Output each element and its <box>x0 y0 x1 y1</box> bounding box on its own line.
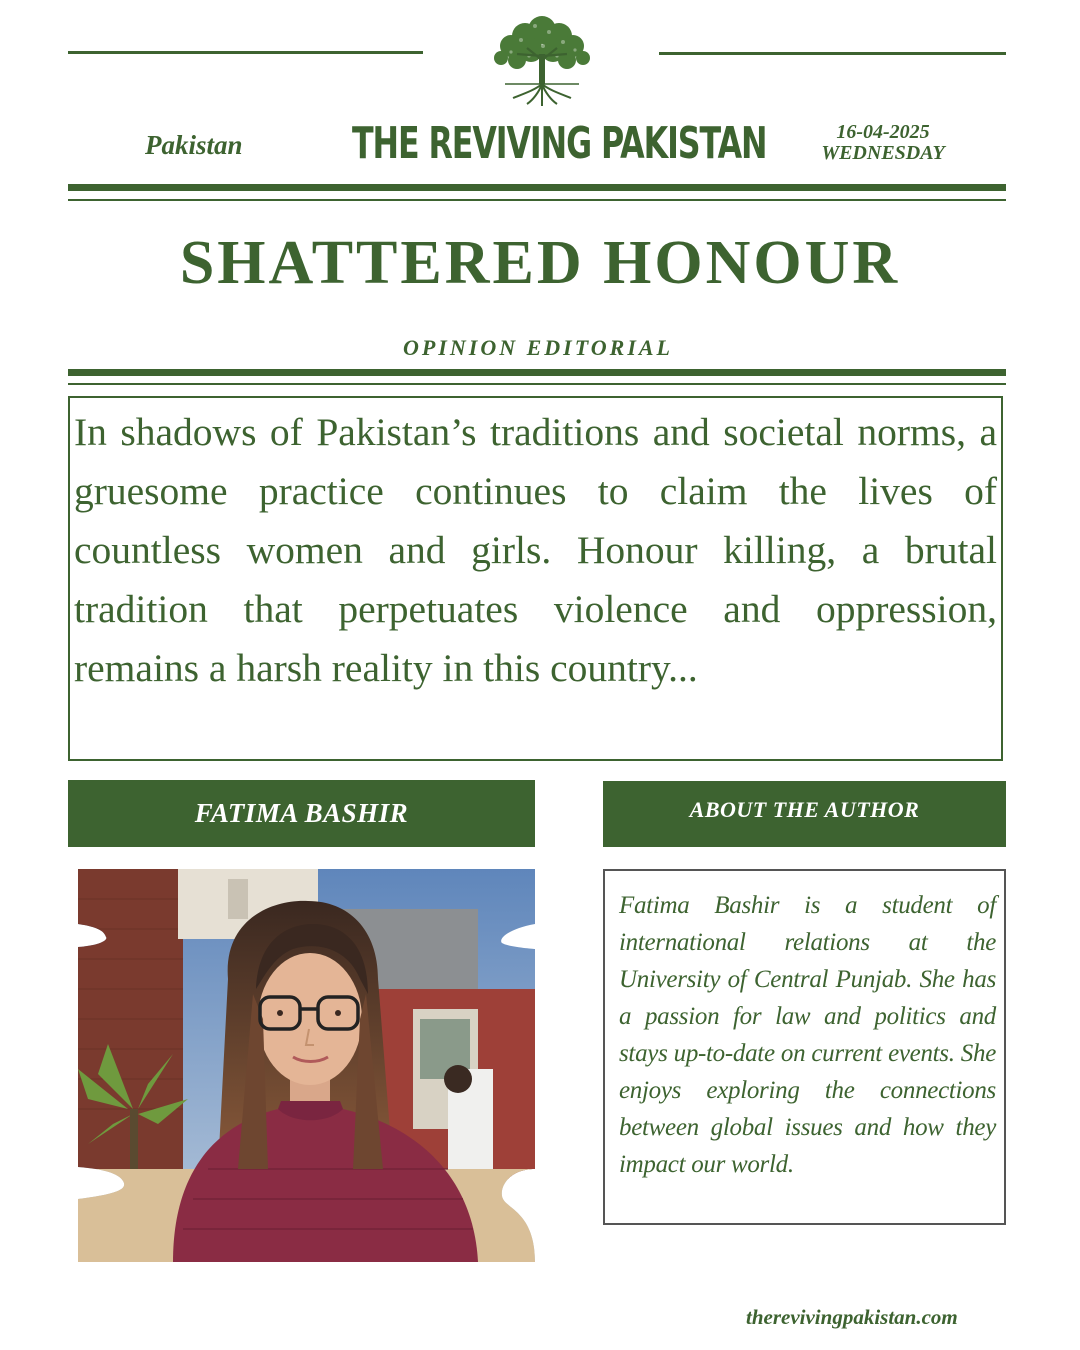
header-rule-left <box>68 51 423 54</box>
author-photo <box>78 869 535 1262</box>
masthead-date: 16-04-2025 <box>836 121 930 143</box>
article-lede: In shadows of Pakistan’s traditions and societal norms, a gruesome practice continues to claim the lives of countless women and girls. Honour killing, a brutal tradition that perpetuates violence and oppression, remains a harsh reality in this country... <box>74 410 997 690</box>
masthead-rule-thin <box>68 199 1006 201</box>
masthead-location: Pakistan <box>145 130 243 160</box>
lede-box <box>68 396 1003 761</box>
footer-website-link[interactable]: therevivingpakistan.com <box>746 1305 958 1329</box>
masthead-weekday: WEDNESDAY <box>821 142 945 164</box>
about-author-bar <box>603 781 1006 847</box>
author-bio: Fatima Bashir is a student of international relations at the University of Central Punjab. She has a passion for law and politics and stays up-to-date on current events. She enjoys exploring the connections between global issues and how they impact our world. <box>619 892 996 1178</box>
author-name-bar <box>68 780 535 847</box>
article-headline: SHATTERED HONOUR <box>179 229 901 297</box>
section-rule-thick <box>68 369 1006 376</box>
author-bio-box <box>603 869 1006 1225</box>
section-rule-thin <box>68 383 1006 385</box>
masthead-title: THE REVIVING PAKISTAN <box>352 118 767 169</box>
article-section-label: OPINION EDITORIAL <box>402 335 673 360</box>
tree-of-life-icon <box>487 10 597 108</box>
header-rule-right <box>659 52 1006 55</box>
masthead-rule-thick <box>68 184 1006 191</box>
about-author-heading: ABOUT THE AUTHOR <box>689 797 920 822</box>
author-name: FATIMA BASHIR <box>194 798 409 828</box>
masthead-date-block <box>808 122 958 164</box>
